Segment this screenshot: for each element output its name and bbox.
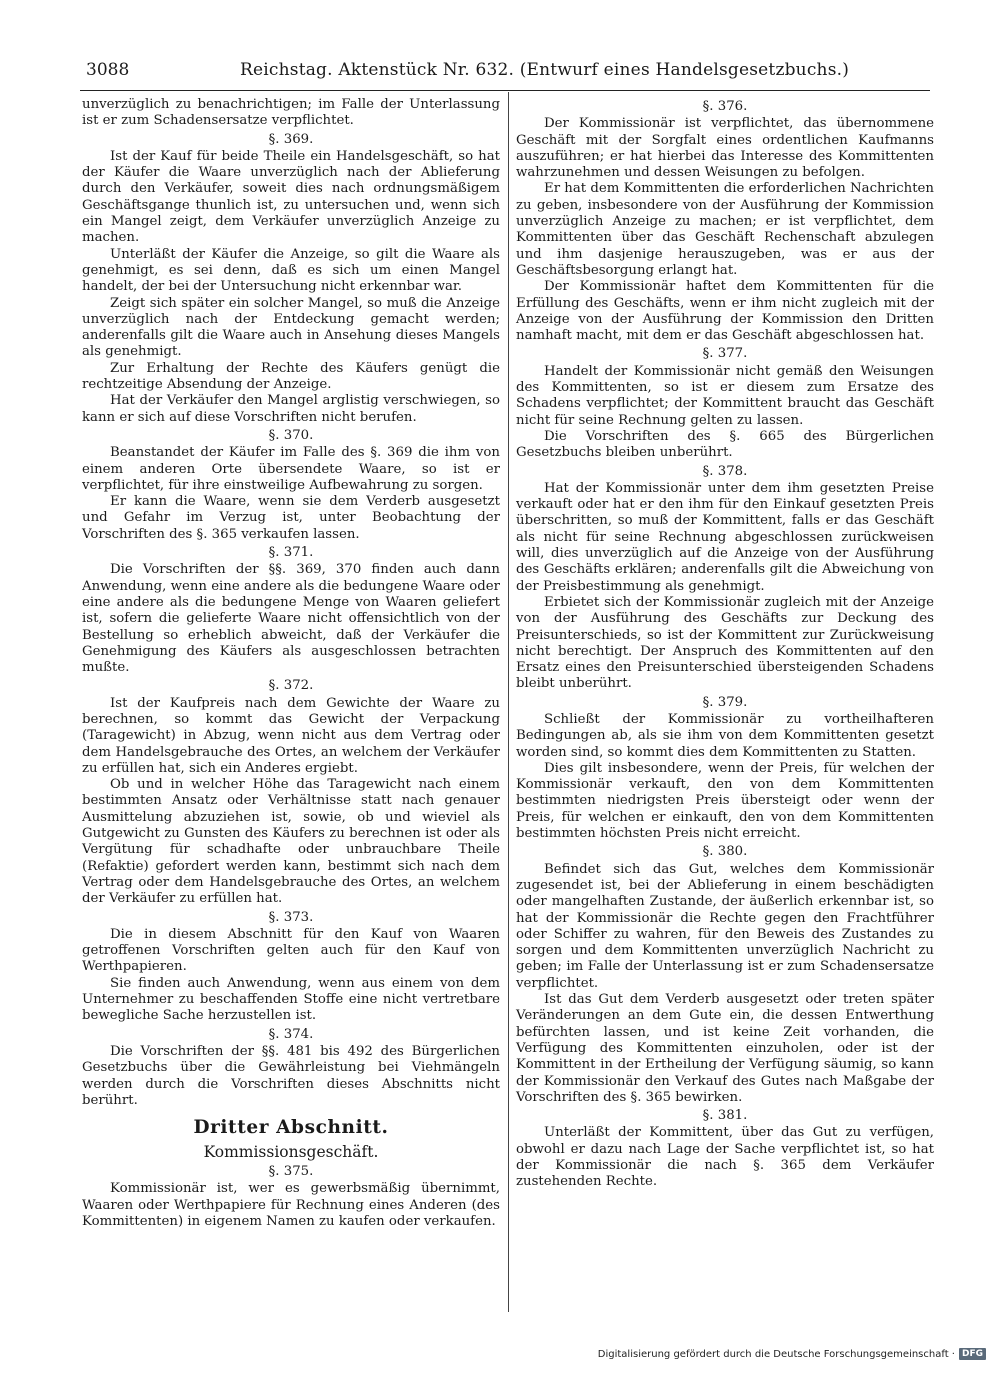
part-title: Dritter Abschnitt. (193, 1117, 389, 1139)
header-rule (80, 90, 930, 91)
section-number: §. 377. (702, 346, 748, 362)
paragraph: Die in diesem Abschnitt für den Kauf von Waaren getroffenen Vorschriften gelten auch für den Kauf von Werthpapieren. (82, 926, 500, 975)
left-column (82, 97, 500, 1230)
paragraph: Ist das Gut dem Verderb ausgesetzt oder treten später Veränderungen an dem Gute ein, die dessen Entwerthung befürchten lassen, und ist keine Zeit vorhanden, die Verfügung des Kommittenten einzuholen, oder ist der Kommittent in der Ertheilung der Verfügung säumig, so kann der Kommissionär den Verkauf des Gutes nach Maßgabe der Vorschriften des §. 365 bewirken. (516, 992, 934, 1105)
section-number: §. 371. (268, 545, 314, 561)
paragraph: Erbietet sich der Kommissionär zugleich mit der Anzeige von der Ausführung des Geschäfts zur Deckung des Preisunterschieds, so ist der Kommittent zur Zurückweisung nicht berechtigt. Der Anspruch des Kommittenten auf den Ersatz eines den Preisunterschied übersteigenden Schadens bleibt unberührt. (516, 594, 934, 692)
section-number: §. 369. (268, 131, 314, 147)
paragraph: unverzüglich zu benachrichtigen; im Falle der Unterlassung ist er zum Schadensersatze verpflichtet. (82, 97, 500, 129)
paragraph: Der Kommissionär haftet dem Kommittenten für die Erfüllung des Geschäfts, wenn er ihm nicht zugleich mit der Anzeige von der Ausführung der Kommission den Dritten namhaft macht, mit dem er das Geschäft abgeschlossen hat. (516, 279, 934, 344)
paragraph: Handelt der Kommissionär nicht gemäß den Weisungen des Kommittenten, so ist er diesem zum Ersatze des Schadens verpflichtet; der Kommittent braucht das Geschäft nicht für seine Rechnung gelten zu lassen. (516, 363, 934, 428)
section-number: §. 379. (702, 694, 748, 710)
page-header (80, 58, 928, 88)
footer-credit: Digitalisierung gefördert durch die Deutsche Forschungsgemeinschaft · (597, 1348, 955, 1360)
paragraph: Unterläßt der Käufer die Anzeige, so gilt die Waare als genehmigt, es sei denn, daß es sich um einen Mangel handelt, der bei der Untersuchung nicht erkennbar war. (82, 246, 500, 295)
paragraph: Ob und in welcher Höhe das Taragewicht nach einem bestimmten Ansatz oder Verhältnisse statt nach genauer Ausmittelung abzuziehen ist, sowie, ob und wieviel als Gutgewicht zu Gunsten des Käufers zu berechnen ist oder als Vergütung für schadhafte oder unbrauchbare Theile (Refaktie) gefordert werden kann, bestimmt sich nach dem Vertrag oder dem Handelsgebrauche des Ortes, an welchem der Verkäufer zu erfüllen hat. (82, 777, 500, 907)
section-number: §. 378. (702, 463, 748, 479)
section-number: §. 372. (268, 678, 314, 694)
paragraph: Er hat dem Kommittenten die erforderlichen Nachrichten zu geben, insbesondere von der Ausführung der Kommission unverzüglich Anzeige zu machen; er ist verpflichtet, dem Kommittenten über das Geschäft Rechenschaft abzulegen und ihm dasjenige herauszugeben, was er aus der Geschäftsbesorgung erlangt hat. (516, 181, 934, 278)
section-number: §. 381. (702, 1108, 748, 1124)
section-number: §. 380. (702, 844, 748, 860)
paragraph: Sie finden auch Anwendung, wenn aus einem von dem Unternehmer zu beschaffenden Stoffe eine nicht vertretbare bewegliche Sache herzustellen ist. (82, 975, 500, 1024)
paragraph: Hat der Kommissionär unter dem ihm gesetzten Preise verkauft oder hat er den ihm für den Einkauf gesetzten Preis überschritten, so muß der Kommittent, falls er das Geschäft als nicht für seine Rechnung abgeschlossen zurückweisen will, dies unverzüglich auf die Anzeige von der Ausführung des Geschäfts erklären; anderenfalls gilt die Abweichung von der Preisbestimmung als genehmigt. (516, 480, 934, 594)
paragraph: Hat der Verkäufer den Mangel arglistig verschwiegen, so kann er sich auf diese Vorschriften nicht berufen. (82, 393, 500, 425)
paragraph: Die Vorschriften des §. 665 des Bürgerlichen Gesetzbuchs bleiben unberührt. (516, 428, 934, 461)
paragraph: Die Vorschriften der §§. 481 bis 492 des Bürgerlichen Gesetzbuchs über die Gewährleistung bei Viehmängeln werden durch die Vorschriften dieses Abschnitts nicht berührt. (82, 1043, 500, 1108)
paragraph: Die Vorschriften der §§. 369, 370 finden auch dann Anwendung, wenn eine andere als die bedungene Waare oder eine andere als die bedungene Menge von Waaren geliefert ist, sofern die gelieferte Waare nicht offensichtlich von der Bestellung so erheblich abweicht, daß der Verkäufer die Genehmigung des Käufers als ausgeschlossen betrachten mußte. (82, 562, 501, 676)
column-divider (508, 92, 509, 1312)
footer (598, 1344, 986, 1364)
right-column (516, 97, 934, 1191)
paragraph: Ist der Kaufpreis nach dem Gewichte der Waare zu berechnen, so kommt das Gewicht der Verpackung (Taragewicht) in Abzug, wenn nicht aus dem Vertrag oder dem Handelsgebrauche des Ortes, an welchem der Verkäufer zu erfüllen hat, sich ein Anderes ergiebt. (82, 695, 500, 776)
paragraph: Unterläßt der Kommittent, über das Gut zu verfügen, obwohl er dazu nach Lage der Sache verpflichtet ist, so hat der Kommissionär die nach §. 365 dem Verkäufer zustehenden Rechte. (516, 1125, 934, 1190)
section-number: §. 376. (702, 99, 748, 114)
section-number: §. 374. (268, 1026, 314, 1042)
paragraph: Dies gilt insbesondere, wenn der Preis, für welchen der Kommissionär verkauft, den von dem Kommittenten bestimmten niedrigsten Preis übersteigt oder wenn der Preis, für welchen er einkauft, den von dem Kommittenten bestimmten höchsten Preis nicht erreicht. (516, 760, 934, 842)
part-subtitle: Kommissionsgeschäft. (203, 1143, 379, 1162)
paragraph: Kommissionär ist, wer es gewerbsmäßig übernimmt, Waaren oder Werthpapiere für Rechnung eines Anderen (des Kommittenten) in eigenem Namen zu kaufen oder verkaufen. (82, 1181, 500, 1229)
paragraph: Befindet sich das Gut, welches dem Kommissionär zugesendet ist, bei der Ablieferung in einem beschädigten oder mangelhaften Zustande, der äußerlich erkennbar ist, so hat der Kommissionär die Rechte gegen den Frachtführer oder Schiffer zu wahren, für den Beweis des Zustandes zu sorgen und dem Kommittenten unverzüglich Nachricht zu geben; im Falle der Unterlassung ist er zum Schadensersatze verpflichtet. (516, 861, 934, 991)
paragraph: Der Kommissionär ist verpflichtet, das übernommene Geschäft mit der Sorgfalt eines ordentlichen Kaufmanns auszuführen; er hat hierbei das Interesse des Kommittenten wahrzunehmen und dessen Weisungen zu befolgen. (516, 116, 934, 181)
section-number: §. 373. (268, 909, 314, 925)
paragraph: Beanstandet der Käufer im Falle des §. 369 die ihm von einem anderen Orte übersendete Waare, so ist er verpflichtet, für ihre einstweilige Aufbewahrung zu sorgen. (82, 445, 500, 493)
running-title: Reichstag. Aktenstück Nr. 632. (Entwurf eines Handelsgesetzbuchs.) (240, 60, 850, 80)
page-number: 3088 (86, 60, 130, 80)
paragraph: Ist der Kauf für beide Theile ein Handelsgeschäft, so hat der Käufer die Waare unverzüglich nach der Ablieferung durch den Verkäufer, soweit dies nach ordnungsmäßigem Geschäftsgange thunlich ist, zu untersuchen und, wenn sich ein Mangel zeigt, dem Verkäufer unverzüglich Anzeige zu machen. (82, 148, 500, 246)
paragraph: Er kann die Waare, wenn sie dem Verderb ausgesetzt und Gefahr im Verzug ist, unter Beobachtung der Vorschriften des §. 365 verkaufen lassen. (82, 494, 500, 542)
dfg-logo: DFG (959, 1348, 986, 1360)
section-number: §. 375. (268, 1164, 314, 1180)
paragraph: Schließt der Kommissionär zu vortheilhafteren Bedingungen ab, als sie ihm von dem Kommittenten gesetzt worden sind, so kommt dies dem Kommittenten zu Statten. (516, 711, 934, 760)
paragraph: Zur Erhaltung der Rechte des Käufers genügt die rechtzeitige Absendung der Anzeige. (82, 360, 500, 393)
paragraph: Zeigt sich später ein solcher Mangel, so muß die Anzeige unverzüglich nach der Entdeckung gemacht werden; anderenfalls gilt die Waare auch in Ansehung dieses Mangels als genehmigt. (82, 295, 500, 360)
section-number: §. 370. (268, 427, 314, 443)
